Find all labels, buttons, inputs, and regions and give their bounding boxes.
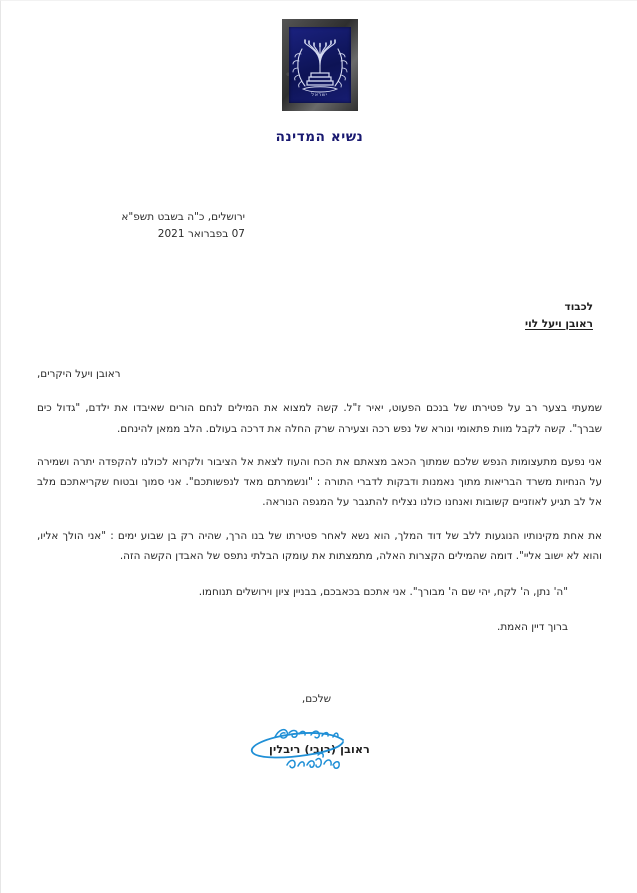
organization-title: נשיא המדינה bbox=[275, 129, 364, 145]
signature-printed-name: ראובן (רובי) ריבלין bbox=[269, 743, 370, 756]
body-paragraph: את אחת מקינותיו הנוגעות ללב של דוד המלך, הוא נשא לאחר פטירתו של בנו הרך, שהיה רק בן שבוע ימים : "אני הולך אליו, והוא לא ישוב אליי". דומה שהמילים הקצרות האלה, מתמצתות את עומקו הבלתי נתפס של האבדן הקשה הזה. bbox=[37, 529, 602, 562]
hebrew-date: ירושלים, כ"ה בשבט תשפ"א bbox=[121, 211, 245, 223]
addressee-prefix: לכבוד bbox=[564, 301, 593, 313]
body-paragraph: שמעתי בצער רב על פטירתו של בנכם הפעוט, יאיר ז"ל. קשה למצוא את המילים לנחם הורים שאיבדו את ילדם, "גדול כים שברך". קשה לקבל מוות פתאומי ונורא של נפש רכה וצעירה שרק החלה את דרכה בעולם. הלב ממאן להינחם. bbox=[37, 402, 602, 435]
signature-area bbox=[215, 721, 425, 779]
date-block bbox=[55, 209, 245, 244]
emblem-of-israel-icon bbox=[282, 19, 358, 111]
signature-yours-label: שלכם, bbox=[301, 693, 332, 705]
closing-blessing: ברוך דיין האמת. bbox=[497, 620, 568, 633]
gregorian-date: 07 בפברואר 2021 bbox=[157, 228, 245, 241]
letterhead bbox=[1, 19, 637, 145]
emblem-inner-plate bbox=[289, 27, 351, 103]
letter-body bbox=[37, 364, 602, 650]
body-paragraph: אני נפעם מתעצומות הנפש שלכם שמתוך הכאב מצאתם את הכח והעוז לצאת אל הציבור ולקרוא לכולנו להקפדה יתרה ושמירה על הנחיות משרד הבריאות מתוך נאמנות ודבקות לדברי התורה : "ונשמרתם מאד לנפשותכם". אני סמוך ובטוח שקריאתכם מלב אל לב תגיע לאוזניים קשובות ואנחנו כולנו נצליח להתגבר על המגפה הנוראה. bbox=[37, 455, 602, 509]
addressee-name: ראובן ויעל לוי bbox=[525, 317, 593, 330]
salutation: ראובן ויעל היקרים, bbox=[37, 368, 121, 380]
emblem-caption: ישראל bbox=[311, 92, 328, 98]
scripture-quote-line: "ה' נתן, ה' לקח, יהי שם ה' מבורך". אני אתכם בכאבכם, בבניין ציון וירושלים תנוחמו. bbox=[198, 586, 568, 599]
signature-block bbox=[1, 693, 637, 783]
addressee-block bbox=[525, 299, 593, 333]
